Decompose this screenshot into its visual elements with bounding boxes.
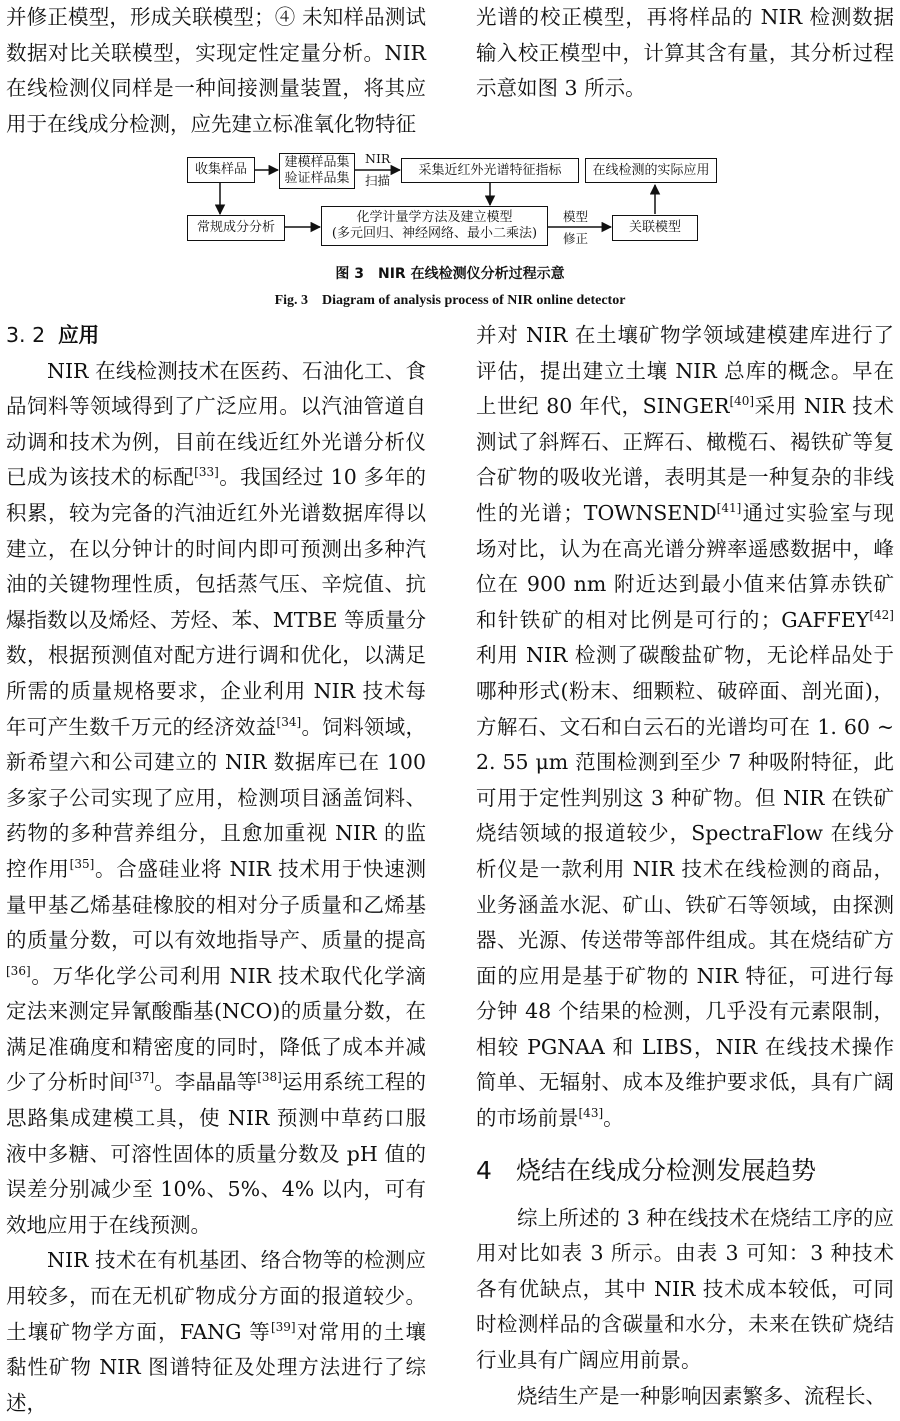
paragraph: NIR 在线检测技术在医药、石油化工、食品饲料等领域得到了广泛应用。以汽油管道自动调和技术为例，目前在线近红外光谱分析仪已成为该技术的标配[33]。我国经过 10 多年的积累，较为完备的汽油近红外光谱数据库得以建立，在以分钟计的时间内即可预测出多种汽油的关键物理性质，包括蒸气压、辛烷值、抗爆指数以及烯烃、芳烃、苯、MTBE 等质量分数，根据预测值对配方进行调和优化，以满足所需的质量规格要求，企业利用 NIR 技术每年可产生数千万元的经济效益[34]。饲料领域，新希望六和公司建立的 NIR 数据库已在 100 多家子公司实现了应用，检测项目涵盖饲料、药物的多种营养组分，且愈加重视 NIR 的监控作用[35]。合盛硅业将 NIR 技术用于快速测量甲基乙烯基硅橡胶的相对分子质量和乙烯基的质量分数，可以有效地指导产、质量的提高[36]。万华化学公司利用 NIR 技术取代化学滴定法来测定异氰酸酯基(NCO)的质量分数，在满足准确度和精密度的同时，降低了成本并减少了分析时间[37]。李晶晶等[38]运用系统工程的思路集成建模工具，使 NIR 预测中草药口服液中多糖、可溶性固体的质量分数及 pH 值的误差分别减少至 10%、5%、4% 以内，可有效地应用于在线预测。 [6, 358, 427, 1237]
paragraph: 烧结生产是一种影响因素繁多、流程长、 [517, 1383, 886, 1408]
box-online-application: 在线检测的实际应用 [585, 158, 717, 183]
left-column-main [6, 318, 426, 1421]
paragraph: 综上所述的 3 种在线技术在烧结工序的应用对比如表 3 所示。由表 3 可知：3 种技术各有优缺点，其中 NIR 技术成本较低，可同时检测样品的含碳量和水分，未来在铁矿烧结行业具有广阔应用前景。 [476, 1205, 894, 1373]
citation: [42] [869, 607, 894, 622]
box-collect-samples: 收集样品 [187, 157, 255, 183]
citation: [34] [276, 714, 302, 729]
label-scan: 扫描 [365, 173, 391, 188]
label-model: 模型 [563, 209, 589, 224]
box-routine-analysis: 常规成分分析 [187, 215, 285, 241]
figure-caption-english: Fig. 3 Diagram of analysis process of NIR online detector [274, 293, 626, 308]
citation: [36] [6, 963, 31, 978]
box-association-model: 关联模型 [612, 215, 698, 241]
citation: [40] [729, 394, 755, 409]
citation: [37] [129, 1070, 155, 1085]
label-nir: NIR [365, 151, 391, 166]
paragraph: NIR 技术在有机基团、络合物等的检测应用较多，而在无机矿物成分方面的报道较少。土壤矿物学方面，FANG 等[39]对常用的土壤黏性矿物 NIR 图谱特征及处理方法进行了综述， [6, 1248, 427, 1415]
citation: [41] [716, 500, 742, 515]
paragraph: 并修正模型，形成关联模型；④ 未知样品测试数据对比关联模型，实现定性定量分析。NIR在线检测仪同样是一种间接测量装置，将其应用于在线成分检测，应先建立标准氧化物特征 [6, 5, 426, 136]
paragraph: 并对 NIR 在土壤矿物学领域建模建库进行了评估，提出建立土壤 NIR 总库的概念。早在上世纪 80 年代，SINGER[40]采用 NIR 技术测试了斜辉石、正辉石、橄榄石、褐铁矿等复合矿物的吸收光谱，表明其是一种复杂的非线性的光谱；TOWNSEND[41]通过实验室与现场对比，认为在高光谱分辨率遥感数据中，峰位在 900 nm 附近达到最小值来估算赤铁矿和针铁矿的相对比例是可行的；GAFFEY[42]利用 NIR 检测了碳酸盐矿物，无论样品处于哪种形式(粉末、细颗粒、破碎面、剖光面)，方解石、文石和白云石的光谱均可在 1. 60 ~ 2. 55 μm 范围检测到至少 7 种吸附特征，此可用于定性判别这 3 种矿物。但 NIR 在铁矿烧结领域的报道较少，SpectraFlow 在线分析仪是一款利用 NIR 技术在线检测的商品，业务涵盖水泥、矿山、铁矿石等领域，由探测器、光源、传送带等部件组成。其在烧结矿方面的应用是基于矿物的 NIR 特征，可进行每分钟 48 个结果的检测，几乎没有元素限制，相较 PGNAA 和 LIBS，NIR 在线技术操作简单、无辐射、成本及维护要求低，具有广阔的市场前景[43]。 [476, 323, 894, 1131]
citation: [38] [257, 1070, 282, 1085]
right-column-top [476, 0, 894, 107]
paragraph: 光谱的校正模型，再将样品的 NIR 检测数据输入校正模型中，计算其含有量，其分析过程示意如图 3 所示。 [476, 5, 894, 101]
citation: [35] [69, 856, 95, 871]
citation: [43] [578, 1106, 604, 1121]
box-chemometrics: 化学计量学方法及建立模型 (多元回归、神经网络、最小二乘法) [321, 206, 548, 246]
citation: [33] [194, 465, 219, 480]
figure-3-flowchart [185, 150, 725, 260]
figure-caption-chinese: 图 3 NIR 在线检测仪分析过程示意 [335, 266, 565, 282]
citation: [39] [270, 1319, 296, 1334]
left-column-top [6, 0, 426, 142]
box-nir-collect: 采集近红外光谱特征指标 [401, 158, 579, 183]
box-modeling-sets: 建模样品集 验证样品集 [279, 153, 355, 189]
section-4-heading: 4 烧结在线成分检测发展趋势 [476, 1155, 817, 1185]
section-3-2-heading: 3. 2 应用 [6, 323, 100, 347]
label-correct: 修正 [563, 231, 589, 246]
right-column-main [476, 318, 894, 1414]
